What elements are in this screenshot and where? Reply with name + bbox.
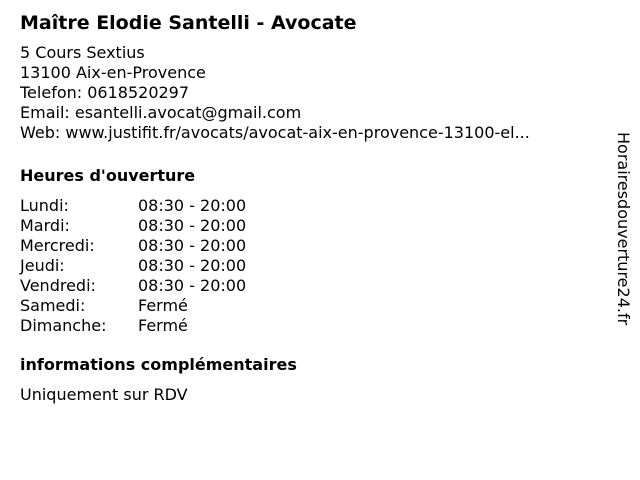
day-label: Mercredi: [20, 236, 95, 255]
address-line-1: 5 Cours Sextius [20, 43, 145, 62]
opening-hours-heading: Heures d'ouverture [20, 166, 196, 185]
additional-info-text: Uniquement sur RDV [20, 385, 188, 404]
additional-info-heading: informations complémentaires [20, 355, 297, 374]
phone-row [20, 83, 610, 103]
website-link[interactable]: www.justifit.fr/avocats/avocat-aix-en-provence-13100-el... [65, 123, 530, 142]
phone-label: Telefon: [20, 83, 83, 102]
day-label: Jeudi: [20, 256, 65, 275]
day-label: Lundi: [20, 196, 69, 215]
email-link[interactable]: esantelli.avocat@gmail.com [74, 103, 302, 122]
web-label: Web: [20, 123, 61, 142]
site-watermark: Horairesdouverture24.fr [614, 132, 633, 326]
hours-row-thursday [20, 256, 610, 276]
time-value: 08:30 - 20:00 [138, 256, 247, 275]
email-label: Email: [20, 103, 70, 122]
opening-hours-list [20, 196, 610, 336]
day-label: Vendredi: [20, 276, 96, 295]
phone-value[interactable]: 0618520297 [87, 83, 190, 102]
hours-row-sunday [20, 316, 610, 336]
time-value: 08:30 - 20:00 [138, 236, 247, 255]
address-line-2: 13100 Aix-en-Provence [20, 63, 206, 82]
time-value: Fermé [138, 296, 188, 315]
time-value: 08:30 - 20:00 [138, 216, 247, 235]
day-label: Mardi: [20, 216, 70, 235]
day-label: Samedi: [20, 296, 86, 315]
time-value: 08:30 - 20:00 [138, 196, 247, 215]
hours-row-wednesday [20, 236, 610, 256]
email-row [20, 103, 610, 123]
business-card [20, 10, 610, 405]
page-title: Maître Elodie Santelli - Avocate [20, 12, 357, 34]
hours-row-friday [20, 276, 610, 296]
web-row [20, 123, 610, 143]
time-value: Fermé [138, 316, 188, 335]
time-value: 08:30 - 20:00 [138, 276, 247, 295]
day-label: Dimanche: [20, 316, 107, 335]
hours-row-tuesday [20, 216, 610, 236]
hours-row-monday [20, 196, 610, 216]
hours-row-saturday [20, 296, 610, 316]
